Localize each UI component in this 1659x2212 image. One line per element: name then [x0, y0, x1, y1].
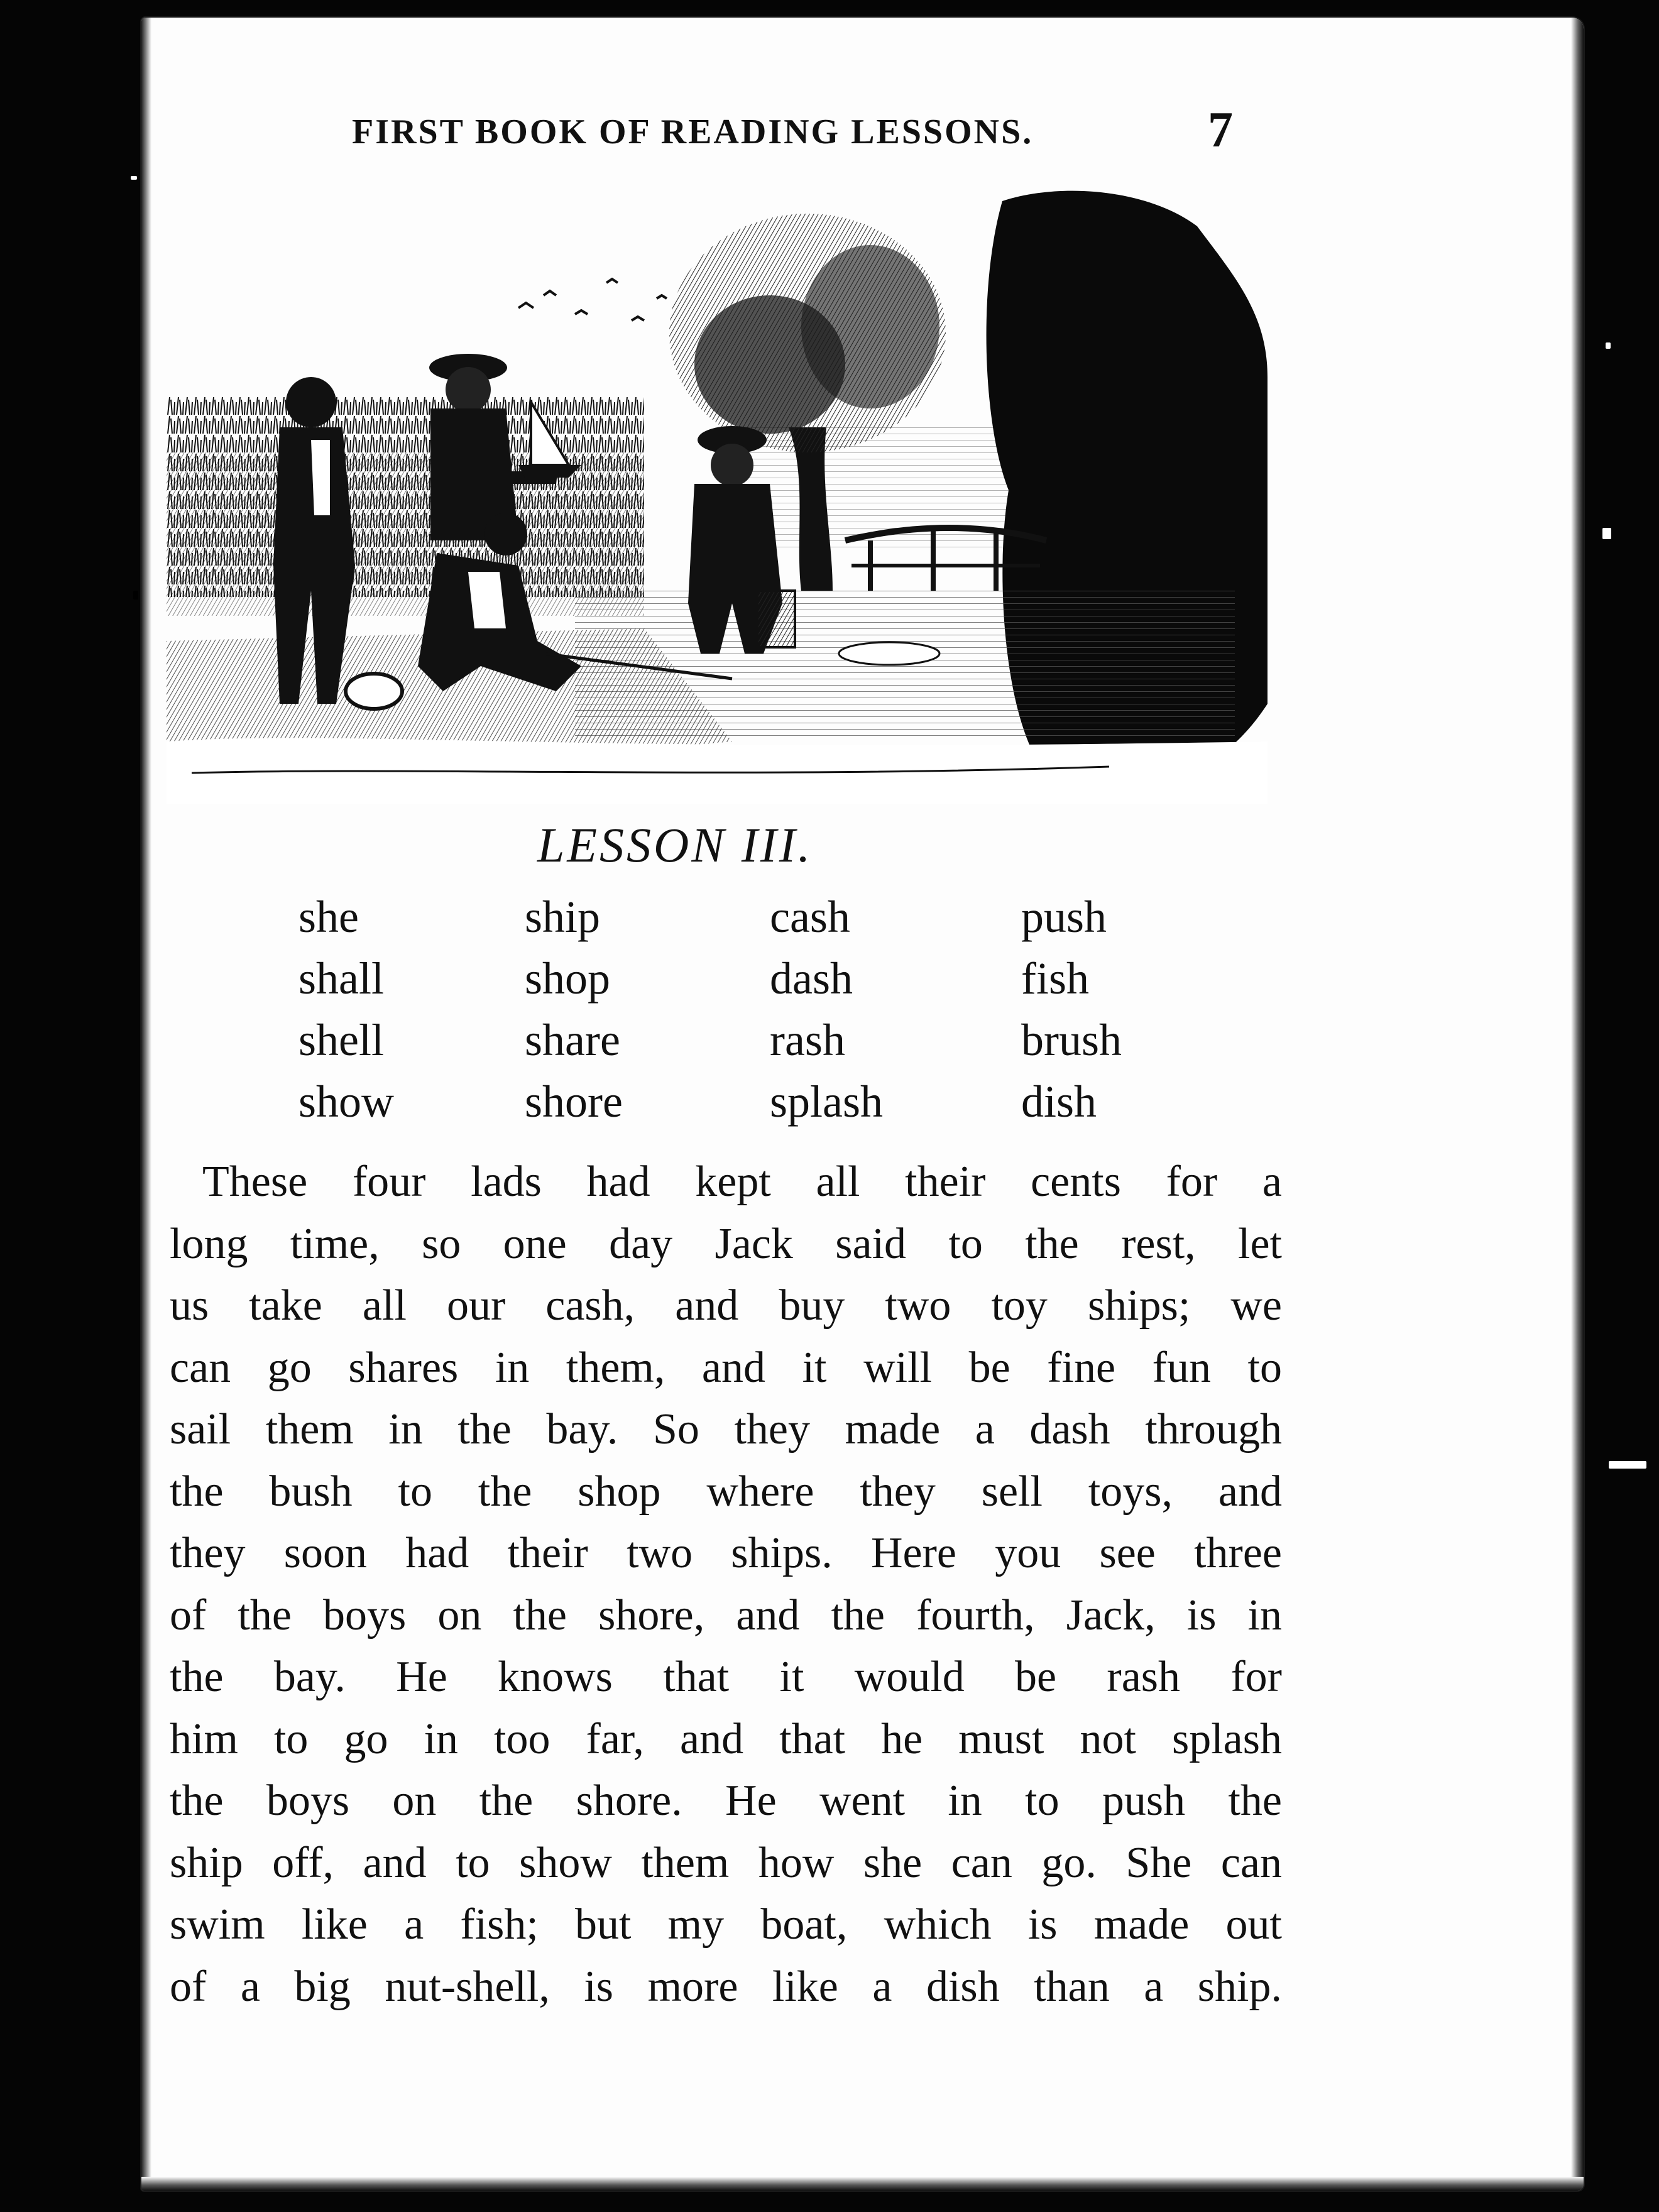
- spelling-word: share: [525, 1015, 620, 1065]
- reading-line: him to go in too far, and that he must not splash: [170, 1714, 1282, 1763]
- running-head: FIRST BOOK OF READING LESSONS.: [352, 112, 1034, 151]
- margin-speck: [1609, 1461, 1646, 1469]
- margin-speck: [1606, 342, 1611, 349]
- spelling-word: dish: [1021, 1076, 1097, 1127]
- reading-line: sail them in the bay. So they made a dash through: [170, 1405, 1282, 1454]
- spelling-word: ship: [525, 892, 601, 942]
- lesson-title: LESSON III.: [537, 818, 813, 872]
- reading-line: the bay. He knows that it would be rash for: [170, 1653, 1282, 1701]
- reading-line: the bush to the shop where they sell toys, and: [170, 1467, 1282, 1516]
- page-number: 7: [1208, 102, 1233, 158]
- margin-speck: [133, 591, 138, 600]
- reading-line: of the boys on the shore, and the fourth, Jack, is in: [170, 1591, 1282, 1640]
- spelling-word: she: [298, 892, 359, 942]
- spelling-word: push: [1021, 892, 1107, 942]
- engraving-svg: [167, 189, 1268, 804]
- reading-line: the boys on the shore. He went in to push the: [170, 1777, 1282, 1825]
- spelling-word: dash: [770, 953, 853, 1004]
- engraving-boys-sailing-toy-ships-icon: [167, 189, 1268, 804]
- page-right-edge: [1571, 18, 1584, 2191]
- reading-line: can go shares in them, and it will be fine fun to: [170, 1343, 1282, 1392]
- reading-passage: [170, 1151, 1282, 2018]
- spelling-word: shop: [525, 953, 611, 1004]
- margin-speck: [1602, 528, 1611, 539]
- spelling-word: shore: [525, 1076, 623, 1127]
- spelling-word: brush: [1021, 1015, 1122, 1065]
- page-bottom-edge: [141, 2177, 1584, 2191]
- spelling-word-grid: [298, 886, 1241, 1132]
- spelling-word: cash: [770, 892, 850, 942]
- spelling-word: splash: [770, 1076, 883, 1127]
- spelling-word: rash: [770, 1015, 845, 1065]
- reading-line: ship off, and to show them how she can go. She can: [170, 1838, 1282, 1887]
- reading-line: These four lads had kept all their cents for a: [202, 1158, 1282, 1206]
- spelling-word: show: [298, 1076, 395, 1127]
- page-gutter: [141, 18, 151, 2191]
- reading-line: of a big nut-shell, is more like a dish than a ship.: [170, 1962, 1282, 2011]
- reading-line: swim like a fish; but my boat, which is made out: [170, 1900, 1282, 1949]
- spelling-word: fish: [1021, 953, 1089, 1004]
- spelling-word: shell: [298, 1015, 384, 1065]
- reading-line: us take all our cash, and buy two toy ships; we: [170, 1281, 1282, 1330]
- margin-speck: [131, 176, 137, 180]
- reading-line: they soon had their two ships. Here you see three: [170, 1529, 1282, 1577]
- spelling-word: shall: [298, 953, 384, 1004]
- reading-line: long time, so one day Jack said to the rest, let: [170, 1219, 1282, 1268]
